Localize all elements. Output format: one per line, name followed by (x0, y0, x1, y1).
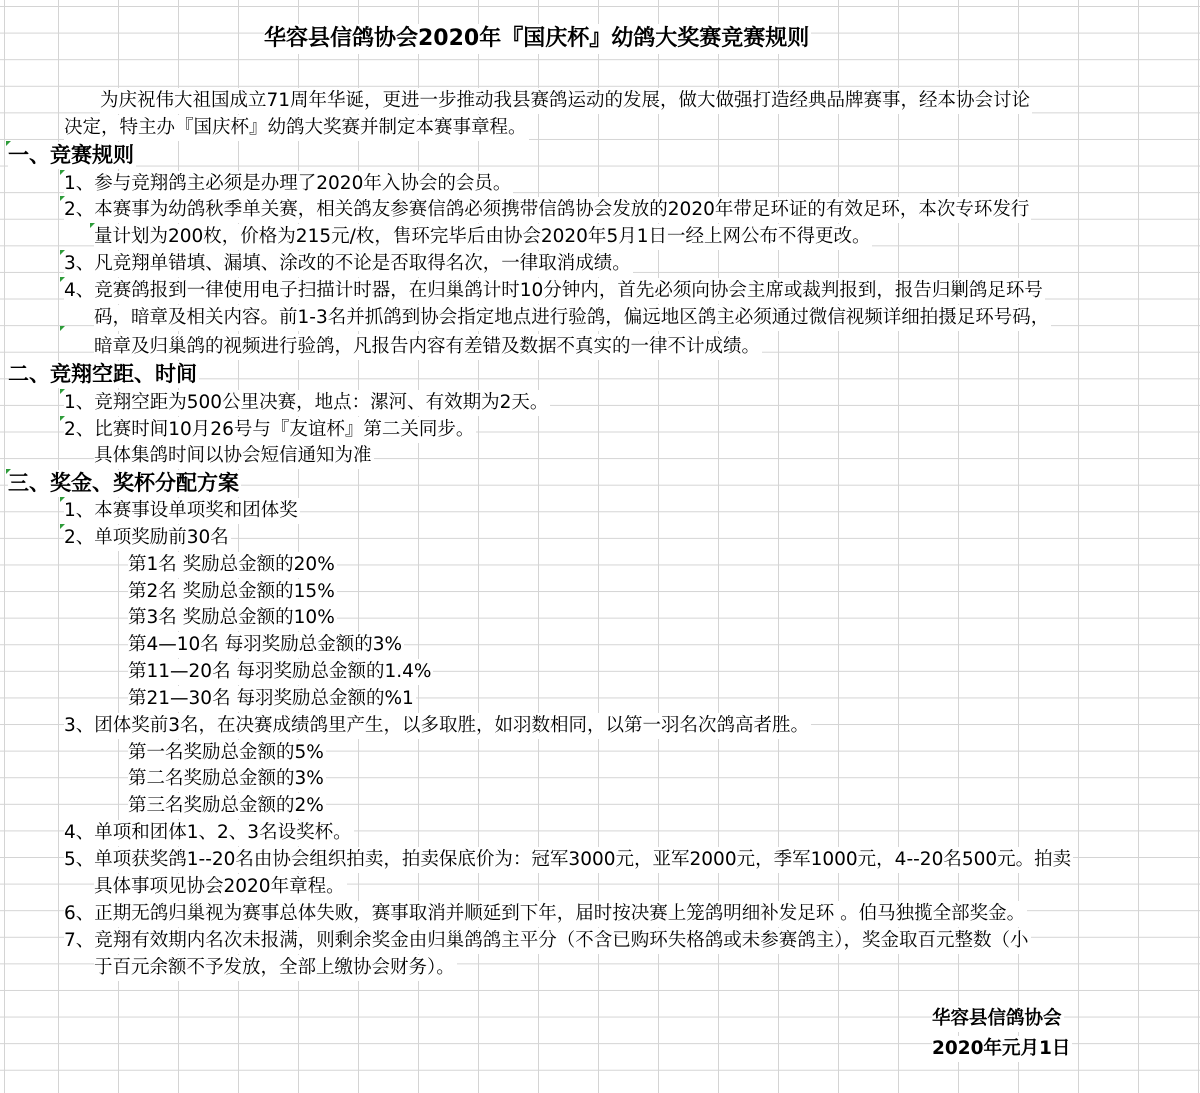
prize-rank-2: 第2名 奖励总金额的15% (128, 579, 337, 605)
section-3-rule-2: 2、单项奖励前30名 (64, 525, 231, 551)
section-1-rule-2b: 量计划为200枚，价格为215元/枚，售环完毕后由协会2020年5月1日一经上网公布不得更改。 (94, 224, 872, 250)
section-3-rule-5a: 5、单项获奖鸽1--20名由协会组织拍卖，拍卖保底价为：冠军3000元，亚军2000元，季军1000元，4--20名500元。拍卖 (64, 847, 1073, 873)
cell-marker (60, 524, 65, 529)
intro-line-1: 为庆祝伟大祖国成立71周年华诞，更进一步推动我县赛鸽运动的发展，做大做强打造经典品牌赛事，经本协会讨论 (100, 88, 1032, 114)
prize-rank-21-30: 第21—30名 每羽奖励总金额的%1 (128, 686, 416, 712)
signature-date: 2020年元月1日 (932, 1036, 1072, 1062)
section-3-rule-7a: 7、竞翔有效期内名次未报满，则剩余奖金由归巢鸽鸽主平分（不含已购环失格鸽或未参赛鸽主），奖金取百元整数（小 (64, 928, 1031, 954)
section-1-rule-4a: 4、竞赛鸽报到一律使用电子扫描计时器，在归巢鸽计时10分钟内，首先必须向协会主席或裁判报到，报告归剿鸽足环号 (64, 278, 1045, 304)
section-2-heading: 二、竞翔空距、时间 (8, 362, 197, 386)
cell-marker (6, 469, 11, 474)
section-3-rule-4: 4、单项和团体1、2、3名设奖杯。 (64, 820, 354, 846)
section-3-rule-7b: 于百元余额不予发放，全部上缴协会财务）。 (94, 955, 457, 981)
section-2-rule-1: 1、竞翔空距为500公里决赛，地点：漯河、有效期为2天。 (64, 390, 550, 416)
cell-marker (60, 326, 65, 331)
section-2-rule-3: 具体集鸽时间以协会短信通知为准 (94, 443, 374, 469)
cell-marker (60, 170, 65, 175)
section-1-rule-1: 1、参与竞翔鸽主必须是办理了2020年入协会的会员。 (64, 171, 513, 197)
cell-marker (6, 141, 11, 146)
section-1-heading: 一、竞赛规则 (8, 143, 134, 167)
cell-marker (60, 196, 65, 201)
section-3-rule-6: 6、正期无鸽归巢视为赛事总体失败，赛事取消并顺延到下年，届时按决赛上笼鸽明细补发足环 。伯马独揽全部奖金。 (64, 901, 1027, 927)
prize-rank-4-10: 第4—10名 每羽奖励总金额的3% (128, 632, 404, 658)
section-3-heading: 三、奖金、奖杯分配方案 (8, 471, 239, 495)
prize-rank-3: 第3名 奖励总金额的10% (128, 605, 337, 631)
team-prize-3: 第三名奖励总金额的2% (128, 793, 326, 819)
intro-line-2: 决定，特主办『国庆杯』幼鸽大奖赛并制定本赛事章程。 (64, 115, 529, 141)
section-2-rule-2: 2、比赛时间10月26号与『友谊杯』第二关同步。 (64, 417, 476, 443)
section-3-rule-3: 3、团体奖前3名，在决赛成绩鸽里产生，以多取胜，如羽数相同，以第一羽名次鸽高者胜。 (64, 713, 811, 739)
cell-marker (90, 223, 95, 228)
cell-marker (60, 389, 65, 394)
team-prize-1: 第一名奖励总金额的5% (128, 740, 326, 766)
section-3-rule-5b: 具体事项见协会2020年章程。 (94, 874, 347, 900)
signature-org: 华容县信鸽协会 (932, 1006, 1064, 1032)
document-title: 华容县信鸽协会2020年『国庆杯』幼鸽大奖赛竞赛规则 (264, 24, 811, 54)
prize-rank-11-20: 第11—20名 每羽奖励总金额的1.4% (128, 659, 433, 685)
cell-marker (60, 497, 65, 502)
section-1-rule-3: 3、凡竞翔单错填、漏填、涂改的不论是否取得名次，一律取消成绩。 (64, 251, 633, 277)
cell-marker (60, 416, 65, 421)
section-1-rule-2a: 2、本赛事为幼鸽秋季单关赛，相关鸽友参赛信鸽必须携带信鸽协会发放的2020年带足环证的有效足环，本次专环发行 (64, 197, 1031, 223)
prize-rank-1: 第1名 奖励总金额的20% (128, 552, 337, 578)
team-prize-2: 第二名奖励总金额的3% (128, 766, 326, 792)
section-1-rule-4b: 码，暗章及相关内容。前1-3名并抓鸽到协会指定地点进行验鸽，偏远地区鸽主必须通过微信视频详细拍摄足环号码， (94, 305, 1051, 331)
cell-marker (60, 277, 65, 282)
cell-marker (60, 250, 65, 255)
section-3-rule-1: 1、本赛事设单项奖和团体奖 (64, 498, 300, 524)
section-1-rule-4c: 暗章及归巢鸽的视频进行验鸽，凡报告内容有差错及数据不真实的一律不计成绩。 (94, 334, 762, 360)
